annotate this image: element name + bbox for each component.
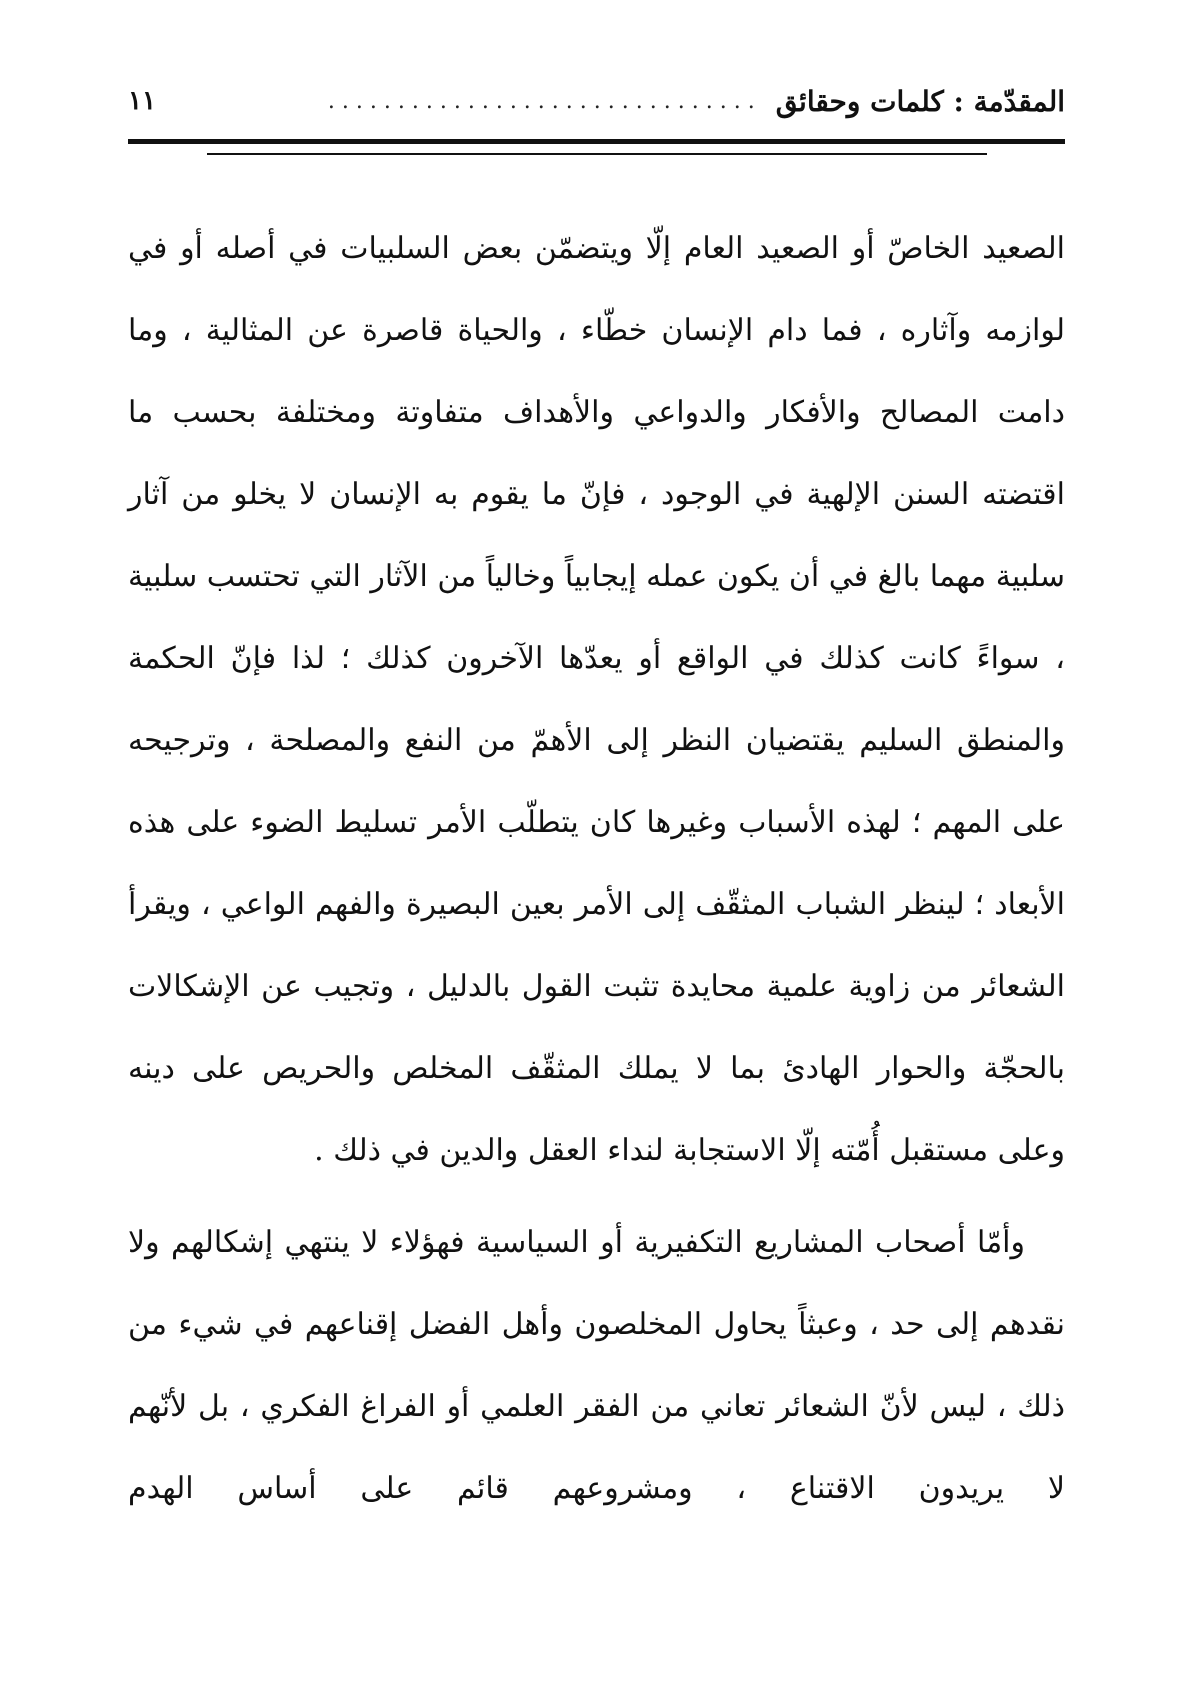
- page-number: ١١: [128, 86, 156, 116]
- header-rule-thin: [207, 153, 987, 155]
- paragraph: وأمّا أصحاب المشاريع التكفيرية أو السياسية فهؤلاء لا ينتهي إشكالهم ولا نقدهم إلى حد ، وعبثاً يحاول المخلصون وأهل الفضل إقناعهم في شيء من ذلك ، ليس لأنّ الشعائر تعاني من الفقر العلمي أو الفراغ الفكري ، بل لأنّهم لا يريدون الاقتناع ، ومشروعهم قائم على أساس الهدم: [128, 1225, 1065, 1506]
- body-text: [128, 208, 1065, 1530]
- header-rule-thick: [128, 139, 1065, 144]
- paragraph: الصعيد الخاصّ أو الصعيد العام إلّا ويتضمّن بعض السلبيات في أصله أو في لوازمه وآثاره ، فما دام الإنسان خطّاء ، والحياة قاصرة عن المثالية ، وما دامت المصالح والأفكار والدواعي والأهداف متفاوتة ومختلفة بحسب ما اقتضته السنن الإلهية في الوجود ، فإنّ ما يقوم به الإنسان لا يخلو من آثار سلبية مهما بالغ في أن يكون عمله إيجابياً وخالياً من الآثار التي تحتسب سلبية ، سواءً كانت كذلك في الواقع أو يعدّها الآخرون كذلك ؛ لذا فإنّ الحكمة والمنطق السليم يقتضيان النظر إلى الأهمّ من النفع والمصلحة ، وترجيحه على المهم ؛ لهذه الأسباب وغيرها كان يتطلّب الأمر تسليط الضوء على هذه الأبعاد ؛ لينظر الشباب المثقّف إلى الأمر بعين البصيرة والفهم الواعي ، ويقرأ الشعائر من زاوية علمية محايدة تثبت القول بالدليل ، وتجيب عن الإشكالات بالحجّة والحوار الهادئ بما لا يملك المثقّف المخلص والحريص على دينه وعلى مستقبل أُمّته إلّا الاستجابة لنداء العقل والدين في ذلك .: [128, 231, 1066, 1168]
- dot-leader: ...............................: [327, 88, 762, 114]
- running-title: المقدّمة : كلمات وحقائق: [775, 84, 1065, 118]
- page-header: [128, 76, 1065, 126]
